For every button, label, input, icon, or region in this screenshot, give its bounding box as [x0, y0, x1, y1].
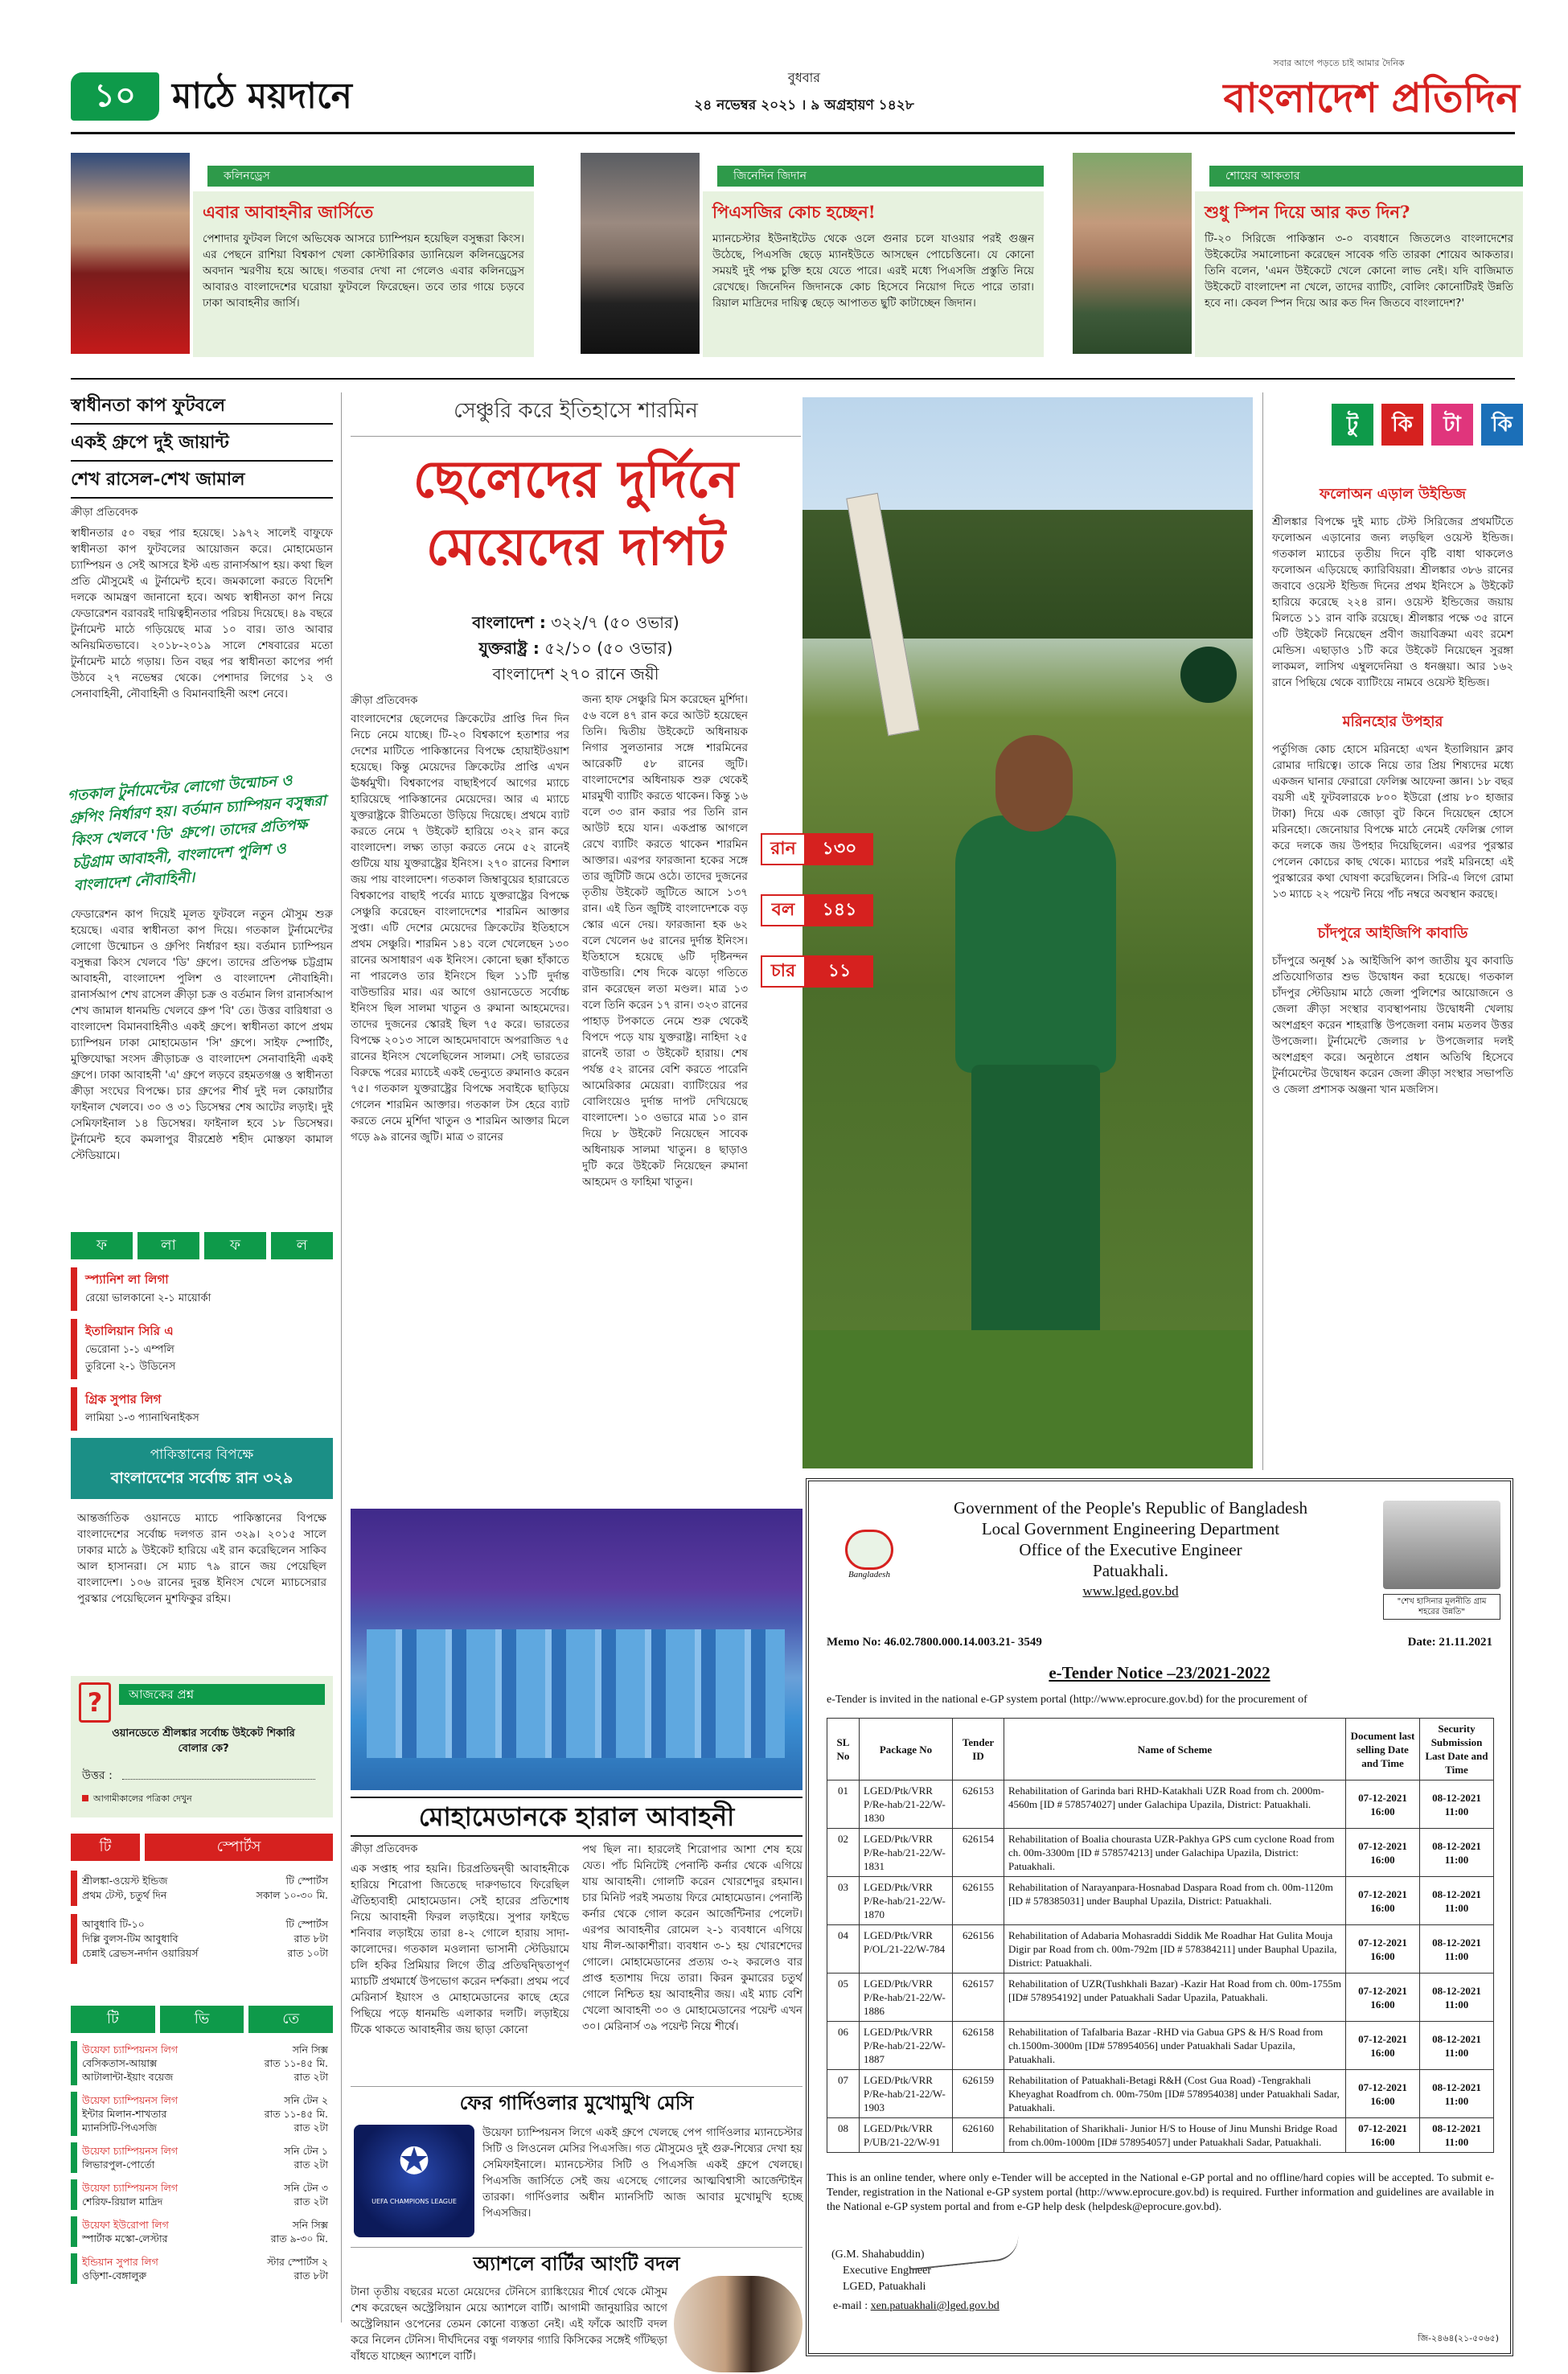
schedule-match: চেন্নাই ব্রেভস-নর্দান ওয়ারিয়র্স	[82, 1947, 199, 1959]
tv-channel: সনি সিক্স	[292, 2219, 328, 2231]
email-line	[827, 2298, 1148, 2314]
gov-line-4: Patuakhali.	[1093, 1561, 1168, 1580]
tukitaki-item-title: মরিনহোর উপহার	[1342, 713, 1443, 730]
lead-body-col-2: জন্য হাফ সেঞ্চুরি মিস করেছেন মুর্শিদা। ৫৬ বলে ৪৭ রান করে আউট হয়েছেন তিনি। দ্বিতীয় উইকেটে অধিনায়ক নিগার সুলতানার সঙ্গে শারমিনের আরেকটি ৫৮ রানের জুটি। বাংলাদেশের অধিনায়ক শুরু থেকেই মারমুখী ব্যাটিং করতে থাকেন। কিন্তু ১৬ বলে ৩৩ রান করার পর তিনি রান আউট হয়ে যান। একপ্রান্ত আগলে রেখে ব্যাটিং করতে থাকেন শারমিন আক্তার। এরপর ফারজানা হকের সঙ্গে তার জুটিটি জমে ওঠে। তাদের দুজনের তৃতীয় উইকেট জুটিতে আসে ১৩৭ রান। এই তিন জুটিই বাংলাদেশকে বড় স্কোর এনে দেয়। ফারজানা হক ৬২ বলে খেলেন ৬৫ রানের দুর্দান্ত ইনিংস। ইতিহাসে হয়েছে ৬টি দৃষ্টিনন্দন বাউন্ডারি। শেষ দিকে ঝড়ো গতিতে রান করেছেন লতা মণ্ডল। মাত্র ১৩ বলে তিনি করেন ১৭ রান। ৩২৩ রানের পাহাড় টপকাতে নেমে শুরু থেকেই বিপদে পড়ে যায় যুক্তরাষ্ট্র। নাহিদা ২৫ রানেই তারা ৩ উইকেট হারায়। শেষ পর্যন্ত ৫২ রানের বেশি করতে পারেনি আমেরিকার মেয়েরা। ব্যাটিংয়ের পর বোলিংয়েও দুর্দান্ত দাপট দেখিয়েছে বাংলাদেশ। ১০ ওভারে মাত্র ১০ রান দিয়ে ৮ উইকেট নিয়েছেন সাবেক অধিনায়ক সালমা খাতুন। ৪ ছাড়াও দুটি করে উইকেট নিয়েছেন রুমানা আহমেদ ও ফাহিমা খাতুন।	[582, 693, 748, 1189]
result-line: ভেরোনা ১-১ এম্পলি	[85, 1344, 174, 1356]
cell-sl: 05	[827, 1974, 860, 2022]
article-body: স্বাধীনতার ৫০ বছর পার হয়েছে। ১৯৭২ সালেই বাফুফে স্বাধীনতা কাপ ফুটবলের আয়োজন করে। মোহামেডান চ্যাম্পিয়ন ও সেই আসরে ইস্ট এন্ড রানার্সআপ হয়। কথা ছিল প্রতি মৌসুমেই এ টুর্নামেন্ট হবে। জমকালো করতে বিদেশি দলকে আমন্ত্রণ জানানো হবে। অথচ স্বাধীনতা কাপ নিয়ে ফেডারেশন বরাবরই দায়িত্বহীনতার পরিচয় দিয়েছে। ৪৯ বছরে টুর্নামেন্ট মাঠে গড়িয়েছে মাত্র ১০ বার। তাও আবার অনিয়মিতভাবে। ২০১৮-২০১৯ সালে শেষবারের মতো টুর্নামেন্ট মাঠে গড়ায়। তিন বছর পর স্বাধীনতা কাপের পর্দা উঠবে ২৭ নভেম্বর থেকে। পেশাদার লিগের ১২ ও সেনাবাহিনী, নৌবাহিনী ও বিমানবাহিনী অংশ নেবে।	[71, 527, 333, 700]
barty-title: অ্যাশলে বার্টির আংটি বদল	[351, 2247, 802, 2280]
lead-headline-2: মেয়েদের দাপট	[425, 517, 726, 577]
score-value: ৫২/১০ (৫০ ওভার)	[544, 639, 673, 658]
story-photo	[1073, 153, 1192, 354]
top-rule	[71, 378, 1515, 380]
score-line-2	[351, 635, 801, 661]
hockey-photo-crowd	[367, 1629, 785, 1758]
cell-scheme: Rehabilitation of Patuakhali-Betagi R&H (Cost Gua Road) -Tengrakhali Kheyaghat Roadfrom ch. 00m-750m [ID# 578954038] under Patuakhali Sadar, Patuakhali.	[1004, 2070, 1346, 2118]
lead-byline: ক্রীড়া প্রতিবেদক	[351, 695, 418, 707]
tukitaki-cell: টু	[1332, 404, 1373, 446]
hockey-title: মোহামেডানকে হারাল আবাহনী	[351, 1797, 802, 1837]
left-column	[67, 392, 333, 1220]
cell-scheme: Rehabilitation of Sharikhali- Junior H/S to House of Jinu Munshi Bridge Road from ch.00m-1000m [ID# 578954057] under Patuakhali Sadar, Patuakhali.	[1004, 2118, 1346, 2153]
top-story-2	[581, 153, 1044, 360]
section-title: মাঠে ময়দানে	[172, 76, 352, 117]
cell-selling-date: 07-12-2021 16:00	[1346, 1829, 1420, 1877]
tv-channel: সনি টেন ৩	[284, 2182, 328, 2194]
email-label: e-mail :	[833, 2300, 868, 2312]
cell-package: LGED/Ptk/VRR P/Re-hab/21-22/W-1886	[860, 1974, 953, 2022]
hockey-byline: ক্রীড়া প্রতিবেদক	[351, 1843, 418, 1855]
column-divider-left	[341, 392, 342, 2323]
issue-date: ২৪ নভেম্বর ২০২১ । ৯ অগ্রহায়ণ ১৪২৮	[694, 97, 914, 113]
pakistan-box-title	[71, 1438, 333, 1499]
score-team: যুক্তরাষ্ট্র :	[478, 639, 540, 658]
cell-tender-id: 626153	[953, 1780, 1004, 1829]
cell-selling-date: 07-12-2021 16:00	[1346, 2118, 1420, 2153]
signatory-title: Executive Engineer	[843, 2265, 932, 2277]
tv-item	[71, 2142, 333, 2173]
table-row	[827, 1780, 1494, 1829]
schedule-item	[71, 1914, 333, 1964]
cell-sl: 07	[827, 2070, 860, 2118]
tukitaki-item-title: চাঁদপুরে আইজিপি কাবাডি	[1317, 925, 1468, 942]
logo-tagline: সবার আগে পড়তে চাই আমার দৈনিক	[1273, 58, 1405, 68]
pull-quote: গতকাল টুর্নামেন্টের লোগো উন্মোচন ও গ্রুপিং নির্ধারণ হয়। বর্তমান চ্যাম্পিয়ন বসুন্ধরা কিংস খেলবে 'ডি' গ্রুপে। তাদের প্রতিপক্ষ চট্টগ্রাম আবাহনী, বাংলাদেশ পুলিশ ও বাংলাদেশ নৌবাহিনী।	[67, 772, 327, 895]
tender-notice	[806, 1478, 1513, 2356]
tender-table	[827, 1718, 1494, 2153]
result-item	[71, 1319, 333, 1379]
batting-stats	[761, 833, 873, 988]
score-team: বাংলাদেশ :	[472, 613, 546, 632]
tv-league: উয়েফা চ্যাম্পিয়নস লিগ	[82, 2043, 179, 2056]
tukitaki-item-body: পর্তুগিজ কোচ হোসে মরিনহো এখন ইতালিয়ান ক্লাব রোমার দায়িত্বে। তাকে নিয়ে তার প্রিয় শিষ্যদের মধ্যে একজন ঘানার ফেরারো ফেলিক্স আফেনা জ্ঞান। ১৮ বছর বয়সী এই ফুটবলারকে ৮০০ ইউরো (প্রায় ৮০ হাজার টাকা) দিয়ে এক জোড়া বুট কিনে দিয়েছেন হোসে মরিনহো। জেনোয়ার বিপক্ষে মাঠে নেমেই ফেলিক্স গোল করে দলকে জয় উপহার দিয়েছিলেন। এরপর পুরস্কার পেলেন কোচের কাছ থেকে। ম্যাচের পরই মরিনহো এই পুরস্কারের কথা ঘোষণা করেছিলেন। সিরি-এ লিগে রোমা ১৩ ম্যাচে ২২ পয়েন্ট নিয়ে পাঁচ নম্বরে অবস্থান করছে।	[1272, 743, 1513, 901]
story-tag: শোয়েব আকতার	[1209, 166, 1523, 187]
page-number-badge: ১০	[71, 72, 159, 121]
stat-row	[761, 833, 873, 865]
tv-item	[71, 2216, 333, 2247]
lead-kicker: সেঞ্চুরি করে ইতিহাসে শারমিন	[351, 394, 801, 437]
memo-date: Date: 21.11.2021	[1407, 1636, 1492, 1649]
logo-wordmark: বাংলাদেশ প্রতিদিন	[1223, 74, 1520, 121]
results-heading-cell: ফ	[71, 1232, 133, 1259]
tender-footer-text: This is an online tender, where only e-Tender will be accepted in the National e-GP portal and no offline/hard copies will be accepted. To submit e-Tender, registration in the National e-GP system portal (http://www.eprocure.gov.bd) is required. Further information and guidelines are available in the National e-GP system portal and from e-GP help desk (helpdesk@eprocure.gov.bd).	[827, 2172, 1494, 2213]
schedule-time: সকাল ১০-৩০ মি.	[256, 1889, 328, 1901]
tender-intro: e-Tender is invited in the national e-GP system portal (http://www.eprocure.gov.bd) for the procurement of	[827, 1694, 1307, 1706]
tv-league: উয়েফা চ্যাম্পিয়নস লিগ	[82, 2094, 179, 2106]
pakistan-box-title-1: পাকিস্তানের বিপক্ষে	[150, 1447, 254, 1463]
tv-box	[71, 2006, 333, 2284]
tv-channel: সনি টেন ২	[284, 2094, 328, 2106]
barty-body: টানা তৃতীয় বছরের মতো মেয়েদের টেনিসে র‌্যাঙ্কিংয়ের শীর্ষে থেকে মৌসুম শেষ করেছেন অস্ট্রেলিয়ান মেয়ে অ্যাশলে বার্টি। আগামী জানুয়ারির আগে অস্ট্রেলিয়ান ওপেনের তেমন কোনো ব্যস্ততা নেই। এই ফাঁকে আংটি বদল করে নিলেন টেনিস। দীর্ঘদিনের বন্ধু গলফার গ্যারি কিসিকের সঙ্গেই গাঁটছড়া বাঁধতে যাচ্ছেন অ্যাশলে বার্টি।	[351, 2286, 667, 2363]
results-heading-cell: ফ	[204, 1232, 266, 1259]
messi-body: উয়েফা চ্যাম্পিয়নস লিগে একই গ্রুপে খেলছে পেপ গার্দিওলার ম্যানচেস্টার সিটি ও লিওনেল মেসির পিএসজি। গত মৌসুমেও দুই গুরু-শিষ্যের দেখা হয় সেমিফাইনালে। ম্যানচেস্টার সিটি ও পিএসজি একই গ্রুপে খেলছে। পিএসজি জার্সিতে সেই জয় এসেছে গোলের আত্মবিশ্বাসী আর্জেন্টাইন তারকা। গার্দিওলার অধীন ম্যানসিটি আজ আবার মুখোমুখি হচ্ছে পিএসজির।	[482, 2126, 802, 2220]
mujib-year-emblem	[845, 1530, 893, 1570]
tukitaki-cell: টা	[1431, 404, 1473, 446]
masthead-logo	[1158, 56, 1520, 129]
cell-tender-id: 626157	[953, 1974, 1004, 2022]
gov-line-1: Government of the People's Republic of Bangladesh	[953, 1498, 1307, 1518]
tsports-heading	[71, 1834, 333, 1861]
table-row	[827, 1974, 1494, 2022]
result-item	[71, 1267, 333, 1311]
tender-left-logo	[833, 1530, 905, 1594]
tv-league: উয়েফা ইউরোপা লিগ	[82, 2219, 169, 2231]
cell-sl: 04	[827, 1925, 860, 1974]
tender-website[interactable]: www.lged.gov.bd	[1082, 1583, 1179, 1599]
stat-label: বল	[761, 894, 806, 926]
byline: ক্রীড়া প্রতিবেদক	[71, 507, 138, 519]
headline-2: একই গ্রুপে দুই জায়ান্ট	[71, 425, 333, 462]
results-heading	[71, 1232, 333, 1259]
cell-scheme: Rehabilitation of Adabaria Mohasraddi Siddik Me Roadhar Hat Gulita Mouja Digir par Road from ch. 00m-792m [ID # 578384211] under Bauphal Upazila, District: Patuakhali.	[1004, 1925, 1346, 1974]
tv-channel: স্টার স্পোর্টস ২	[266, 2256, 328, 2268]
tv-match: ইন্টার মিলান-শাখতার	[82, 2108, 167, 2120]
photo-player-torso	[955, 815, 1116, 1073]
ucl-star-icon: ✪	[398, 2139, 430, 2183]
schedule-match: দিল্লি বুলস-টিম আবুধাবি	[82, 1932, 179, 1945]
result-league: ইতালিয়ান সিরি এ	[85, 1324, 174, 1338]
col-header: Package No	[860, 1719, 953, 1780]
tv-heading-cell: টি	[71, 2006, 155, 2033]
cell-security-date: 08-12-2021 11:00	[1420, 1829, 1494, 1877]
tv-time: রাত ৯-৩০ মি.	[270, 2232, 328, 2245]
schedule-item	[71, 1871, 333, 1906]
tv-time: রাত ৮টা	[293, 2269, 328, 2282]
mujib-portrait	[1383, 1501, 1500, 1589]
tv-heading	[71, 2006, 333, 2033]
cell-tender-id: 626154	[953, 1829, 1004, 1877]
quiz-question: ওয়ানডেতে শ্রীলঙ্কার সর্বোচ্চ উইকেট শিকারি বোলার কে?	[112, 1727, 295, 1755]
story-title: শুধু স্পিন দিয়ে আর কত দিন?	[1205, 202, 1410, 222]
tv-match: স্পার্টাক মস্কো-লেস্টার	[82, 2232, 168, 2245]
masthead-rule	[71, 132, 1515, 134]
tender-title: e-Tender Notice –23/2021-2022	[1049, 1663, 1270, 1682]
story-photo	[581, 153, 700, 354]
tv-heading-cell: তে	[248, 2006, 333, 2033]
cell-security-date: 08-12-2021 11:00	[1420, 2070, 1494, 2118]
tv-league: ইন্ডিয়ান সুপার লিগ	[82, 2256, 158, 2268]
photo-grass	[802, 1330, 1253, 1468]
result-league: গ্রিক সুপার লিগ	[85, 1392, 162, 1407]
results-heading-cell: ল	[271, 1232, 333, 1259]
cell-selling-date: 07-12-2021 16:00	[1346, 1925, 1420, 1974]
cell-tender-id: 626159	[953, 2070, 1004, 2118]
cell-package: LGED/Ptk/VRR P/Re-hab/21-22/W-1870	[860, 1877, 953, 1925]
quiz-title: আজকের প্রশ্ন	[119, 1684, 325, 1705]
story-box	[193, 191, 534, 357]
col-header: Tender ID	[953, 1719, 1004, 1780]
results-box	[71, 1232, 333, 1431]
tender-signature	[827, 2247, 1148, 2314]
tv-match: শেরিফ-রিয়াল মাদ্রিদ	[82, 2195, 163, 2208]
story-body: পেশাদার ফুটবল লিগে অভিষেক আসরে চ্যাম্পিয়ন হয়েছিল বসুন্ধরা কিংস। এর পেছনে রাশিয়া বিশ্বকাপ খেলা কোস্টারিকার ড্যানিয়েল কলিনড্রেসের অবদান স্মরণীয় হয়ে আছে। গতবার দেখা না গেলেও এবার কলিনড্রেস আবারও বাংলাদেশের ঘরোয়া ফুটবলে ফিরেছেন। তবে তার গায়ে চড়বে ঢাকা আবাহনীর জার্সি।	[203, 232, 524, 310]
story-body: টি-২০ সিরিজে পাকিস্তান ৩-০ ব্যবধানে জিতলেও বাংলাদেশের উইকেটের সমালোচনা করেছেন সাবেক গতি তারকা শোয়েব আকতার। তিনি বলেন, 'এমন উইকেটে খেলে কোনো লাভ নেই। যদি বাজিমাত উইকেটে বাংলাদেশ না খেলে, তাদের ব্যাটিং, বোলিং কোনোটিরই উন্নতি হবে না। কেবল স্পিন দিয়ে আর কত দিন জিতবে বাংলাদেশ?'	[1205, 232, 1513, 310]
cell-tender-id: 626155	[953, 1877, 1004, 1925]
top-story-1	[71, 153, 534, 360]
tukitaki-heading	[1332, 404, 1523, 446]
pakistan-box-body: আন্তর্জাতিক ওয়ানডে ম্যাচে পাকিস্তানের বিপক্ষে বাংলাদেশের সর্বোচ্চ দলগত রান ৩২৯। ২০১৫ সালে ঢাকার মাঠে ৯ উইকেট হারিয়ে এই রান করেছিলেন সাকিব আল হাসানরা। সে ম্যাচ ৭৯ রানে জয় পেয়েছিল বাংলাদেশ। ১০৬ রানের দুরন্ত ইনিংস খেলে ম্যাচসেরার পুরস্কার পেয়েছিলেন মুশফিকুর রহিম।	[71, 1499, 333, 1615]
col-header: Name of Scheme	[1004, 1719, 1346, 1780]
table-row	[827, 2070, 1494, 2118]
schedule-channel: টি স্পোর্টস	[285, 1918, 328, 1930]
note-bullet-icon	[82, 1795, 88, 1801]
signatory-name: (G.M. Shahabuddin)	[831, 2249, 925, 2261]
tender-table-header	[827, 1719, 1494, 1780]
tv-time: রাত ২টা	[293, 2071, 328, 2083]
tv-time: রাত ১১-৪৫ মি.	[264, 2057, 328, 2069]
cell-package: LGED/Ptk/VRR P/OL/21-22/W-784	[860, 1925, 953, 1974]
tv-time: রাত ২টা	[293, 2195, 328, 2208]
hockey-photo	[351, 1509, 802, 1790]
cell-sl: 06	[827, 2022, 860, 2070]
col-header: Security Submission Last Date and Time	[1420, 1719, 1494, 1780]
hockey-body-col-1: এক সপ্তাহ পার হয়নি। চিরপ্রতিদ্বন্দ্বী আবাহনীকে হারিয়ে শিরোপা জিতেছে দারুণভাবে ফিরেছিল ঐতিহ্যবাহী মোহামেডান। সেই হারের প্রতিশোধ নিয়ে আবাহনী ফিরল লড়াইয়ে। সুপার ফাইভে শনিবার লড়াইয়ে তারা ৪-২ গোলে হারায় সাদা-কালোদের। গতকাল মওলানা ভাসানী স্টেডিয়ামে চলি হকির প্রিমিয়ার লিগে তীব্র প্রতিদ্বন্দ্বিতাপূর্ণ ম্যাচটি প্রথমার্ধে উপভোগ করেন দর্শকরা। প্রথম পর্বে মেরিনার্স ইয়াংস ও মোহামেডানের কাছে হেরে পিছিয়ে পড়ে ধানমন্ডি এলাকার দলটি। লড়াইয়ে টিকে থাকতে আবাহনীর জয় ছাড়া কোনো	[351, 1863, 569, 2036]
cell-selling-date: 07-12-2021 16:00	[1346, 2022, 1420, 2070]
stat-row	[761, 955, 873, 988]
story-photo	[71, 153, 190, 354]
tsports-box	[71, 1834, 333, 1964]
column-divider-right	[1262, 392, 1263, 1470]
tv-item	[71, 2041, 333, 2085]
stat-label: রান	[761, 833, 806, 865]
schedule-time: রাত ৮টা	[293, 1932, 328, 1945]
tukitaki-item-body: শ্রীলঙ্কার বিপক্ষে দুই ম্যাচ টেস্ট সিরিজের প্রথমটিতে ফলোঅন এড়ানোর জন্য লড়ছিল ওয়েস্ট ইন্ডিজ। গতকাল ম্যাচের তৃতীয় দিনে বৃষ্টি বাধা থাকলেও ফলোঅন এড়িয়েছে ক্যারিবিয়রা। শ্রীলঙ্কার ৩৮৬ রানের জবাবে ওয়েস্ট ইন্ডিজ দিনের প্রথম ইনিংসে ৯ উইকেট হারিয়ে করেছে ২২৪ রান। ওয়েস্ট ইন্ডিজের জয়ায় মিলতে ১১ রান বাকি রয়েছে। শ্রীলঙ্কার পক্ষে ৩৫ রানে ৩টি উইকেট নিয়েছেন প্রবীণ জয়াবিক্রমা এবং রমেশ মেন্ডিস। এছাড়াও ১টি করে উইকেট নিয়েছেন সুরঙ্গা লাকমল, লাসিথ এম্বুলদেনিয়া ও ধনঞ্জয়া। আর ১৬২ রানে পিছিয়ে থেকে ব্যাটিংয়ে নামবে ওয়েস্ট ইন্ডিজ।	[1272, 515, 1513, 689]
schedule-event: শ্রীলঙ্কা-ওয়েস্ট ইন্ডিজ	[82, 1875, 168, 1887]
quiz-icon: ?	[79, 1682, 111, 1723]
tsports-heading-cell: স্পোর্টস	[145, 1834, 333, 1861]
table-row	[827, 2118, 1494, 2153]
ucl-logo	[354, 2125, 474, 2237]
table-row	[827, 1925, 1494, 1974]
tv-time: রাত ২টা	[293, 2121, 328, 2134]
memo-number: Memo No: 46.02.7800.000.14.003.21- 3549	[827, 1636, 1042, 1649]
schedule-time: রাত ১০টা	[287, 1947, 328, 1959]
cell-selling-date: 07-12-2021 16:00	[1346, 1974, 1420, 2022]
cell-scheme: Rehabilitation of Garinda bari RHD-Katakhali UZR Road from ch. 2000m-4560m [ID # 578574027] under Galachipa Upazila, District: Patuakhali.	[1004, 1780, 1346, 1829]
story-body: ম্যানচেস্টার ইউনাইটেড থেকে ওলে গুনার চলে যাওয়ার পরই গুঞ্জন উঠেছে, পিএসজি ছেড়ে ম্যানইউতে আসছেন পোচেত্তিনো। যে কোনো সময়ই দুই পক্ষ চুক্তি হয়ে যেতে পারে। এরই মধ্যে পিএসজি প্রস্তুতি নিয়ে রেখেছে। জিনেদিন জিদানকে কোচ হিসেবে নিয়োগ দিতে পারে তারা। রিয়াল মাদ্রিদের দায়িত্ব ছেড়ে আপাতত ছুটি কাটাচ্ছেন জিদান।	[712, 232, 1034, 310]
stat-value: ১১	[806, 955, 873, 988]
headline-3: শেখ রাসেল-শেখ জামাল	[71, 462, 333, 499]
results-heading-cell: লা	[138, 1232, 199, 1259]
tender-header	[897, 1497, 1364, 1602]
mujib-caption: "শেখ হাসিনার মূলনীতি গ্রাম শহরের উন্নতি"	[1383, 1594, 1500, 1620]
cell-security-date: 08-12-2021 11:00	[1420, 1877, 1494, 1925]
signatory-org: LGED, Patuakhali	[843, 2281, 926, 2293]
col-header: Document last selling Date and Time	[1346, 1719, 1420, 1780]
pakistan-box-title-2: বাংলাদেশের সর্বোচ্চ রান ৩২৯	[110, 1469, 293, 1487]
tv-item	[71, 2179, 333, 2210]
lead-scorecard	[351, 610, 801, 687]
tukitaki-cell: কি	[1481, 404, 1523, 446]
article-body-2: ফেডারেশন কাপ দিয়েই মূলত ফুটবলে নতুন মৌসুম শুরু হয়েছে। এবার স্বাধীনতা কাপ দিয়ে। গতকাল টুর্নামেন্টের লোগো উন্মোচন ও গ্রুপিং নির্ধারণ হয়। বর্তমান চ্যাম্পিয়ন বসুন্ধরা কিংস খেলবে 'ডি' গ্রুপে। তাদের প্রতিপক্ষ চট্টগ্রাম আবাহনী, বাংলাদেশ পুলিশ ও বাংলাদেশ নৌবাহিনী। রানার্সআপ শেখ রাসেল ক্রীড়া চক্র ও বর্তমান লিগ রানার্সআপ শেখ জামাল ধানমন্ডি খেলবে গ্রুপ 'বি' তে। উত্তর বারিধারা ও বাংলাদেশ বিমানবাহিনীও একই গ্রুপে। স্বাধীনতা কাপে প্রথম চ্যাম্পিয়ন ঢাকা মোহামেডান 'সি' গ্রুপে। সাইফ স্পোর্টিং, মুক্তিযোদ্ধা সংসদ ক্রীড়াচক্র ও বাংলাদেশ সেনাবাহিনী একই গ্রুপে। ঢাকা আবাহনী 'এ' গ্রুপে লড়বে রহমতগঞ্জ ও স্বাধীনতা ক্রীড়া সংঘের বিপক্ষে। চার গ্রুপের শীর্ষ দুই দল কোয়ার্টার ফাইনাল খেলবে। ৩০ ও ৩১ ডিসেম্বর শেষ আটের লড়াই। দুই সেমিফাইনাল ১৪ ডিসেম্বর। ফাইনাল হবে ১৮ ডিসেম্বর। টুর্নামেন্ট হবে কমলাপুর বীরশ্রেষ্ঠ শহীদ মোস্তফা কামাল স্টেডিয়ামে।	[71, 908, 333, 1162]
tv-time: রাত ১১-৪৫ মি.	[264, 2108, 328, 2120]
cell-sl: 01	[827, 1780, 860, 1829]
tukitaki-item-title: ফলোঅন এড়াল উইন্ডিজ	[1319, 486, 1467, 503]
score-line-1	[351, 610, 801, 635]
schedule-channel: টি স্পোর্টস	[285, 1875, 328, 1887]
gov-line-3: Office of the Executive Engineer	[1019, 1540, 1242, 1559]
tsports-heading-cell: টি	[71, 1834, 140, 1861]
score-result: বাংলাদেশ ২৭০ রানে জয়ী	[492, 664, 659, 684]
tv-heading-cell: ভি	[160, 2006, 244, 2033]
ucl-logo-text: UEFA CHAMPIONS LEAGUE	[371, 2198, 457, 2205]
cell-package: LGED/Ptk/VRR P/Re-hab/21-22/W-1830	[860, 1780, 953, 1829]
barty-photo	[674, 2276, 802, 2372]
tukitaki-item-body: চাঁদপুরে অনূর্ধ্ব ১৯ আইজিপি কাপ জাতীয় যুব কাবাডি প্রতিযোগিতার শুভ উদ্বোধন করা হয়েছে। গতকাল চাঁদপুর স্টেডিয়াম মাঠে জেলা পুলিশের আয়োজনে ও জেলা ক্রীড়া সংস্থার ব্যবস্থাপনায় উদ্বোধনী খেলায় অংশগ্রহণ করেন শাহরাস্তি উপজেলা বনাম মতলব উত্তর উপজেলা। টুর্নামেন্টে জেলার ৮ উপজেলার দলই অংশগ্রহণ করে। অনুষ্ঠানে প্রধান অতিথি হিসেবে টুর্নামেন্টের উদ্বোধন করেন জেলা ক্রীড়া সংস্থার সভাপতি ও জেলা প্রশাসক অঞ্জনা খান মজলিস।	[1272, 955, 1513, 1096]
result-item	[71, 1387, 333, 1431]
cell-sl: 02	[827, 1829, 860, 1877]
tv-time: রাত ২টা	[293, 2158, 328, 2171]
tv-match: লিভারপুল-পোর্তো	[82, 2158, 155, 2171]
quiz-answer-line[interactable]	[122, 1779, 315, 1780]
result-line: রেয়ো ভালকানো ২-১ মায়োর্কা	[85, 1292, 211, 1304]
hockey-body-col-2: পথ ছিল না। হারলেই শিরোপার আশা শেষ হয়ে যেত। পাঁচ মিনিটেই পেনাল্টি কর্নার থেকে এগিয়ে যায় আবাহনী। গোলটি করেন খোরশেদুর রহমান। চার মিনিট পরই সমতায় ফিরে মোহামেডান। পেনাল্টি কর্নার থেকে গোল করেন আর্জেন্টিনার পেলেট। এরপর আবাহনীর রোমেল ২-১ ব্যবধানে এগিয়ে যায় নীল-আকাশীরা। ব্যবধান ৩-১ হয় খোরশেদের গোলে। মোহামেডানের প্রত্যয় ৩-২ করলেও বার প্রাপ্ত হতাশায় দিয়ে তারা। কিরন কুমারের চতুর্থ গোলে নিশ্চিত হয় আবাহনীর জয়। এই ম্যাচ বেশি খেলো আবাহনী ৩০ ও মোহামেডানের পয়েন্ট এখন ৩০। মেরিনার্স ৩৯ পয়েন্ট নিয়ে শীর্ষে।	[582, 1843, 802, 2033]
result-line: লামিয়া ১-৩ প্যানাথিনাইকস	[85, 1412, 199, 1424]
tv-match: ওড়িশা-বেঙ্গালুরু	[82, 2269, 147, 2282]
result-league: স্প্যানিশ লা লিগা	[85, 1272, 169, 1287]
quiz-note	[82, 1792, 192, 1807]
photo-helmet	[1180, 647, 1237, 703]
cell-security-date: 08-12-2021 11:00	[1420, 1974, 1494, 2022]
story-title: পিএসজির কোচ হচ্ছেন!	[712, 202, 876, 222]
stat-value: ১৪১	[806, 894, 873, 926]
cell-tender-id: 626156	[953, 1925, 1004, 1974]
pakistan-record-box	[71, 1438, 333, 1615]
tukitaki-column	[1272, 483, 1513, 1098]
tv-league: উয়েফা চ্যাম্পিয়নস লিগ	[82, 2145, 179, 2157]
cell-package: LGED/Ptk/VRR P/Re-hab/21-22/W-1887	[860, 2022, 953, 2070]
cell-scheme: Rehabilitation of Narayanpara-Hosnabad Daspara Road from ch. 00m-1120m [ID # 578385031] under Bauphal Upazila, District: Patuakhali.	[1004, 1877, 1346, 1925]
cell-security-date: 08-12-2021 11:00	[1420, 1780, 1494, 1829]
score-value: ৩২২/৭ (৫০ ওভার)	[551, 613, 679, 632]
cell-scheme: Rehabilitation of Boalia chourasta UZR-Pakhya GPS cum cyclone Road from ch. 00m-3300m [ID # 578574213] under Galachipa Upazila, District: Patuakhali.	[1004, 1829, 1346, 1877]
issue-day: বুধবার	[787, 70, 821, 85]
cell-scheme: Rehabilitation of Tafalbaria Bazar -RHD via Gabua GPS & H/S Road from ch.1500m-3000m [ID# 578954056] under Patuakhali Sadar Upazila, Patuakhali.	[1004, 2022, 1346, 2070]
tv-match: আটালান্টা-ইয়াং বয়েজ	[82, 2071, 174, 2083]
cell-selling-date: 07-12-2021 16:00	[1346, 1877, 1420, 1925]
story-title: এবার আবাহনীর জার্সিতে	[203, 202, 374, 222]
cell-package: LGED/Ptk/VRR P/Re-hab/21-22/W-1831	[860, 1829, 953, 1877]
col-header: SL No	[827, 1719, 860, 1780]
tv-league: উয়েফা চ্যাম্পিয়নস লিগ	[82, 2182, 179, 2194]
left-logo-text: Bangladesh	[848, 1570, 890, 1579]
quiz-answer-label: উত্তর :	[82, 1769, 113, 1782]
story-box	[703, 191, 1044, 357]
cell-scheme: Rehabilitation of UZR(Tushkhali Bazar) -Kazir Hat Road from ch. 00m-1755m [ID# 578954192] under Patuakhali Sadar Upazila, Patuakhali.	[1004, 1974, 1346, 2022]
cell-security-date: 08-12-2021 11:00	[1420, 2022, 1494, 2070]
tv-item	[71, 2253, 333, 2284]
cell-tender-id: 626158	[953, 2022, 1004, 2070]
headline-1: স্বাধীনতা কাপ ফুটবলে	[71, 392, 333, 425]
cell-sl: 08	[827, 2118, 860, 2153]
lead-body-col-1: বাংলাদেশের ছেলেদের ক্রিকেটের প্রাপ্তি দিন দিন নিচে নেমে যাচ্ছে। টি-২০ বিশ্বকাপে হতাশার পর দেশের মাটিতে পাকিস্তানের বিপক্ষে হোয়াইটওয়াশ হয়েছে। কিন্তু মেয়েদের ক্রিকেটের প্রাপ্তি এখন ঊর্ধ্বমুখী। বিশ্বকাপের বাছাইপর্বে আগের ম্যাচে হারিয়েছে পাকিস্তানের মেয়েদের। আর এ ম্যাচে যুক্তরাষ্ট্রকে রীতিমতো উড়িয়ে দিয়েছে। প্রথমে ব্যাট করতে নেমে ৭ উইকেট হারিয়ে ৩২২ রান করে বাংলাদেশ। লক্ষ্য তাড়া করতে নেমে ৫২ রানেই গুটিয়ে যায় যুক্তরাষ্ট্রের ইনিংস। ২৭০ রানের বিশাল জয় পায় বাংলাদেশ। গতকাল জিম্বাবুয়ের হারারেতে বিশ্বকাপের বাছাই পর্বের ম্যাচে যুক্তরাষ্ট্রের বিপক্ষে সেঞ্চুরি করেছেন বাংলাদেশের শারমিন আক্তার সুপ্তা। এটি দেশের মেয়েদের ক্রিকেটের ইতিহাসে প্রথম সেঞ্চুরি। শারমিন ১৪১ বলে খেলেছেন ১৩০ রানের অসাধারণ এক ইনিংস। কোনো ছক্কা হাঁকাতে না পারলেও তার ইনিংসে ছিল ১১টি দুর্দান্ত বাউন্ডারির মার। এর আগে ওয়ানডেতে সর্বোচ্চ ইনিংস ছিল সালমা খাতুন ও রুমানা আহমেদের। তাদের দুজনের স্কোরই ছিল ৭৫ করে। ভারতের বিপক্ষে ২০১৩ সালে আহমেদাবাদে অপরাজিত ৭৫ রানের ইনিংস খেলেছিলেন সালমা। সেই ভারতের বিরুদ্ধে পরের ম্যাচেই একই ভেন্যুতে রুমানাও করেন ৭৫। গতকাল যুক্তরাষ্ট্রের বিপক্ষে সবাইকে ছাড়িয়ে গেলেন শারমিন আক্তার। গতকাল টস হেরে ব্যাট করতে নেমে মুর্শিদা খাতুন ও শারমিন আক্তার মিলে গড়ে ৯৯ রানের জুটি। মাত্র ৩ রানের	[351, 713, 569, 1144]
tv-channel: সনি সিক্স	[292, 2043, 328, 2056]
schedule-match: প্রথম টেস্ট, চতুর্থ দিন	[82, 1889, 167, 1901]
table-row	[827, 2022, 1494, 2070]
lead-headline-1: ছেলেদের দুর্দিনে	[413, 450, 739, 510]
cell-package: LGED/Ptk/VRR P/UB/21-22/W-91	[860, 2118, 953, 2153]
story-tag: জিনেদিন জিদান	[717, 166, 1044, 187]
photo-player-head	[995, 735, 1073, 832]
cell-security-date: 08-12-2021 11:00	[1420, 1925, 1494, 1974]
gov-line-2: Local Government Engineering Department	[981, 1519, 1280, 1538]
stat-label: চার	[761, 955, 806, 988]
messi-title: ফের গার্দিওলার মুখোমুখি মেসি	[351, 2086, 802, 2119]
quiz-box	[71, 1676, 333, 1817]
cell-sl: 03	[827, 1877, 860, 1925]
tender-code: জি-২৪৬৪(২১-৫০৬৫)	[1418, 2333, 1499, 2343]
top-story-3	[1073, 153, 1523, 360]
mujib-portrait-box	[1383, 1501, 1500, 1621]
cell-selling-date: 07-12-2021 16:00	[1346, 2070, 1420, 2118]
tv-channel: সনি টেন ১	[284, 2145, 328, 2157]
story-tag: কলিনড্রেস	[207, 166, 534, 187]
table-row	[827, 1877, 1494, 1925]
cell-selling-date: 07-12-2021 16:00	[1346, 1780, 1420, 1829]
tukitaki-cell: কি	[1381, 404, 1423, 446]
cell-tender-id: 626160	[953, 2118, 1004, 2153]
stat-row	[761, 894, 873, 926]
stat-value: ১৩০	[806, 833, 873, 865]
quiz-note-text: আগামীকালের পত্রিকা দেখুন	[93, 1793, 192, 1804]
table-row	[827, 1829, 1494, 1877]
result-line: তুরিনো ২-১ উডিনেস	[85, 1361, 176, 1373]
story-box	[1195, 191, 1523, 357]
tv-item	[71, 2092, 333, 2136]
cell-package: LGED/Ptk/VRR P/Re-hab/21-22/W-1903	[860, 2070, 953, 2118]
schedule-event: আবুধাবি টি-১০	[82, 1918, 145, 1930]
cell-security-date: 08-12-2021 11:00	[1420, 2118, 1494, 2153]
tv-match: ম্যানসিটি-পিএসজি	[82, 2121, 157, 2134]
email-link[interactable]: xen.patuakhali@lged.gov.bd	[870, 2300, 999, 2312]
tv-match: বেসিকতাস-আয়াক্স	[82, 2057, 158, 2069]
